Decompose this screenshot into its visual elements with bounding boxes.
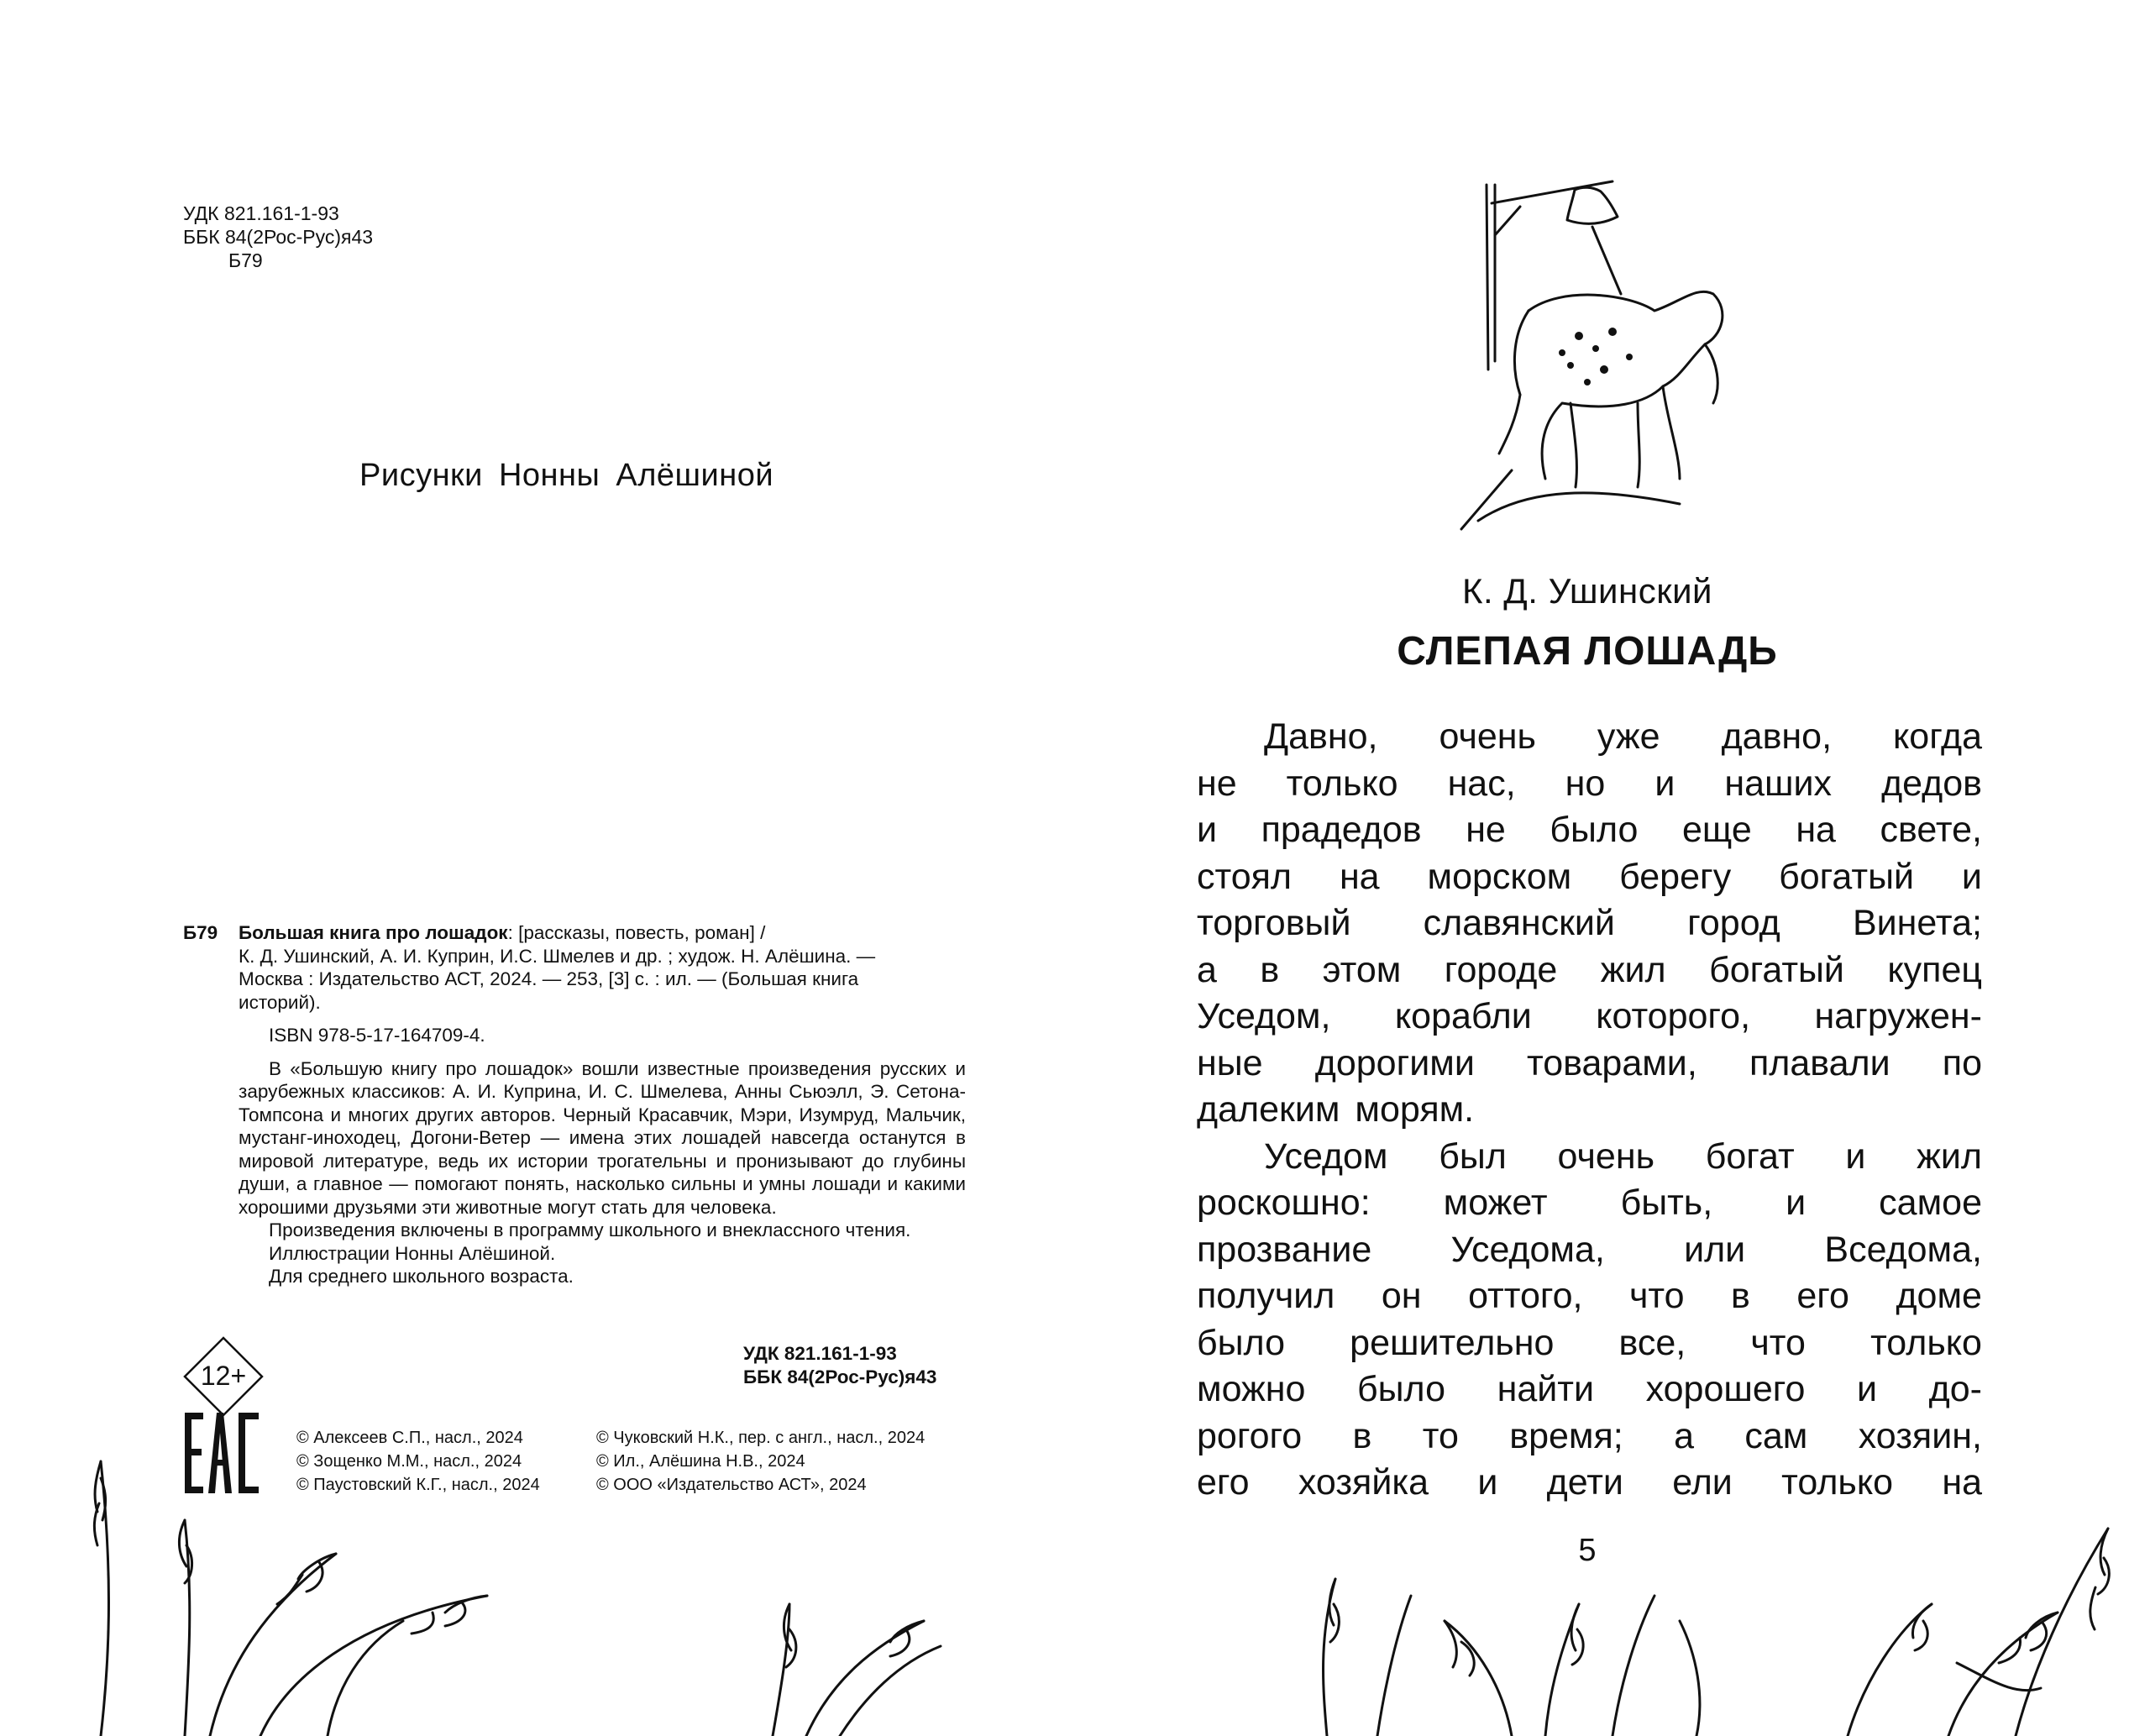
story-title: СЛЕПАЯ ЛОШАДЬ: [1397, 629, 1778, 674]
program-note: Произведения включены в программу школьного и внеклассного чтения.: [269, 1219, 911, 1240]
story-text: [1197, 714, 1982, 1507]
age-note: Для среднего школьного возраста.: [269, 1266, 574, 1287]
story-line: роскошно: может быть, и самое: [1197, 1183, 1982, 1223]
story-line: рогого в то время; а сам хозяин,: [1197, 1415, 1982, 1456]
page-number: 5: [1578, 1533, 1597, 1568]
isbn: ISBN 978-5-17-164709-4.: [269, 1025, 485, 1046]
udk-bottom-block: [743, 1342, 936, 1389]
biblio-publisher: Москва : Издательство АСТ, 2024. — 253, [3] с. : ил. — (Большая книга: [239, 968, 859, 989]
annotation: В «Большую книгу про лошадок» вошли известные произведения русских и зарубежных классиков: А. И. Куприна, И. С. Шмелева, Анны Сьюэлл, Э. Сетона-Томпсона и многих других авторов. Черный Красавчик, Мэри, Изумруд, Мальчик, мустанг-иноходец, Догони-Ветер — имена этих лошадей навсегда останутся в мировой литературе, ведь их истории трогательны и пронизывают до глубины души, а главное — помогают понять, насколько сильны и умны лошади и какими хорошими друзьями эти животные могут стать для человека.: [239, 1057, 966, 1218]
story-author: К. Д. Ушинский: [1461, 571, 1713, 611]
story-line: а в этом городе жил богатый купец: [1197, 949, 1982, 990]
grass-illustration-right: [1260, 1478, 2150, 1736]
story-line: было решительно все, что только: [1197, 1322, 1982, 1363]
story-line: Уседом, корабли которого, нагружен-: [1197, 996, 1982, 1036]
copyright-line: © Зощенко М.М., насл., 2024: [296, 1452, 522, 1471]
story-line: не только нас, но и наших дедов: [1197, 763, 1982, 804]
story-line: Давно, очень уже давно, когда: [1264, 716, 1982, 757]
copyright-line: © Ил., Алёшина Н.В., 2024: [596, 1452, 805, 1471]
copyright-line: © Чуковский Н.К., пер. с англ., насл., 2024: [596, 1429, 926, 1447]
bbk-line: ББК 84(2Рос-Рус)я43: [183, 226, 374, 248]
illustrations-note: Иллюстрации Нонны Алёшиной.: [269, 1242, 556, 1264]
story-line: Уседом был очень богат и жил: [1264, 1135, 1982, 1177]
story-line: далеким морям.: [1197, 1089, 1475, 1130]
biblio-series: историй).: [239, 991, 321, 1013]
copyright-line: © Паустовский К.Г., насл., 2024: [296, 1476, 540, 1494]
author-mark-code: Б79: [183, 922, 218, 943]
story-line: ные дорогими товарами, плавали по: [1197, 1042, 1982, 1083]
udk-line: УДК 821.161-1-93: [183, 202, 339, 224]
age-rating-badge: [183, 1336, 264, 1417]
udk-bottom-line: УДК 821.161-1-93: [743, 1343, 897, 1364]
book-genre: : [рассказы, повесть, роман] /: [507, 922, 766, 943]
illustrator-credit: Рисунки Нонны Алёшиной: [359, 458, 774, 493]
story-line: можно было найти хорошего и до-: [1197, 1369, 1982, 1409]
book-title: Большая книга про лошадок: [239, 922, 508, 943]
story-line: стоял на морском берегу богатый и: [1197, 856, 1982, 897]
grass-illustration-left: [50, 1411, 974, 1736]
bibliographic-record: [183, 921, 966, 1288]
blind-horse-illustration: [1428, 168, 1797, 538]
biblio-authors: К. Д. Ушинский, А. И. Куприн, И.С. Шмелев и др. ; худож. Н. Алёшина. —: [239, 945, 876, 967]
story-line: торговый славянский город Винета;: [1197, 903, 1982, 943]
udk-top-block: [183, 202, 373, 272]
age-rating-text: 12+: [200, 1361, 247, 1391]
copyright-line: © ООО «Издательство АСТ», 2024: [596, 1476, 867, 1494]
copyright-line: © Алексеев С.П., насл., 2024: [296, 1429, 523, 1447]
bbk-bottom-line: ББК 84(2Рос-Рус)я43: [743, 1366, 937, 1387]
story-line: его хозяйка и дети ели только на: [1197, 1462, 1982, 1503]
author-mark: Б79: [228, 249, 263, 271]
story-line: получил он оттого, что в его доме: [1197, 1276, 1982, 1316]
story-line: и прадедов не было еще на свете,: [1197, 810, 1982, 850]
story-line: прозвание Уседома, или Вседома,: [1197, 1229, 1982, 1270]
